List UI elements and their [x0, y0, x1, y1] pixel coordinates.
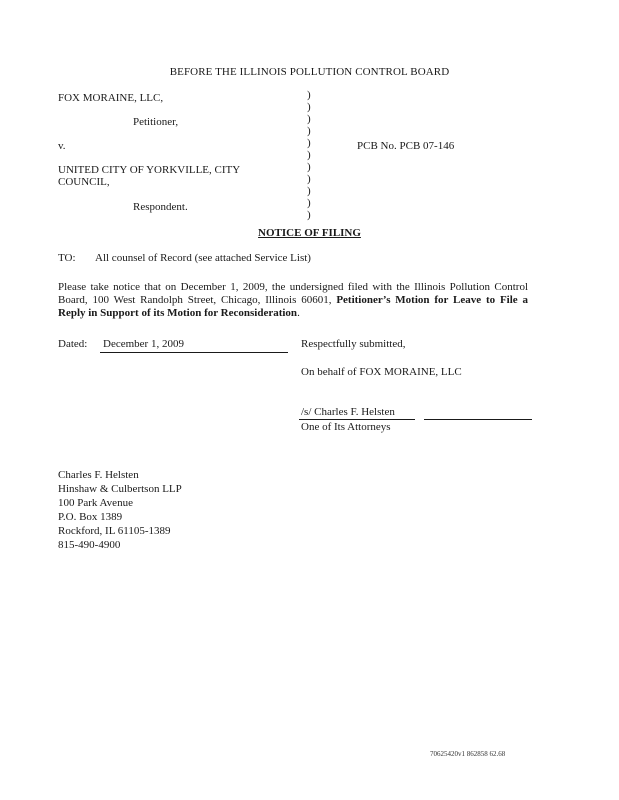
dated-label: Dated: — [58, 338, 88, 350]
address-line: P.O. Box 1389 — [58, 511, 123, 523]
respectfully-submitted: Respectfully submitted, — [301, 338, 406, 350]
to-label: TO: — [58, 252, 76, 264]
address-line: Hinshaw & Culbertson LLP — [58, 483, 182, 495]
address-line: Rockford, IL 61105-1389 — [58, 525, 171, 537]
court-heading: BEFORE THE ILLINOIS POLLUTION CONTROL BOARD — [169, 66, 450, 78]
dated-underline — [100, 352, 288, 353]
notice-paragraph — [58, 281, 528, 320]
notice-end: . — [297, 307, 300, 319]
caption-paren: ) — [307, 173, 311, 185]
motion-title: Petitioner’s Motion for Leave to File a Reply in Support of its Motion for Reconsideration — [58, 294, 528, 319]
address-line: 815-490-4900 — [58, 539, 121, 551]
caption-paren: ) — [307, 209, 311, 221]
versus-label: v. — [58, 140, 66, 152]
address-line: 100 Park Avenue — [58, 497, 133, 509]
caption-paren: ) — [307, 137, 311, 149]
notice-intro: Please take notice that on December 1, 2009, the undersigned filed with the Illinois Pollution Control Board, 100 West Randolph Street, Chicago, Illinois 60601, — [58, 281, 528, 306]
caption-paren: ) — [307, 197, 311, 209]
caption-paren: ) — [307, 149, 311, 161]
signature-blank-line — [424, 419, 532, 420]
petitioner-role: Petitioner, — [133, 116, 179, 128]
dated-value: December 1, 2009 — [103, 338, 184, 350]
signature-underline — [299, 419, 415, 420]
to-recipients: All counsel of Record (see attached Service List) — [95, 252, 311, 264]
caption-paren: ) — [307, 161, 311, 173]
caption-paren: ) — [307, 89, 311, 101]
caption-paren: ) — [307, 185, 311, 197]
respondent-name-line1: UNITED CITY OF YORKVILLE, CITY — [58, 164, 241, 176]
petitioner-name: FOX MORAINE, LLC, — [58, 92, 164, 104]
caption-paren: ) — [307, 125, 311, 137]
case-number: PCB No. PCB 07-146 — [357, 140, 455, 152]
electronic-signature: /s/ Charles F. Helsten — [301, 406, 395, 418]
caption-paren: ) — [307, 113, 311, 125]
attorney-title: One of Its Attorneys — [301, 421, 391, 433]
on-behalf-of: On behalf of FOX MORAINE, LLC — [301, 366, 462, 378]
attorney-address — [58, 468, 182, 552]
respondent-name-line2: COUNCIL, — [58, 176, 110, 188]
caption-paren: ) — [307, 101, 311, 113]
address-line: Charles F. Helsten — [58, 469, 139, 481]
notice-title: NOTICE OF FILING — [258, 227, 361, 239]
caption-parentheses — [307, 89, 315, 221]
respondent-role: Respondent. — [133, 201, 188, 213]
document-id-footer: 70625420v1 862858 62.68 — [430, 750, 506, 758]
